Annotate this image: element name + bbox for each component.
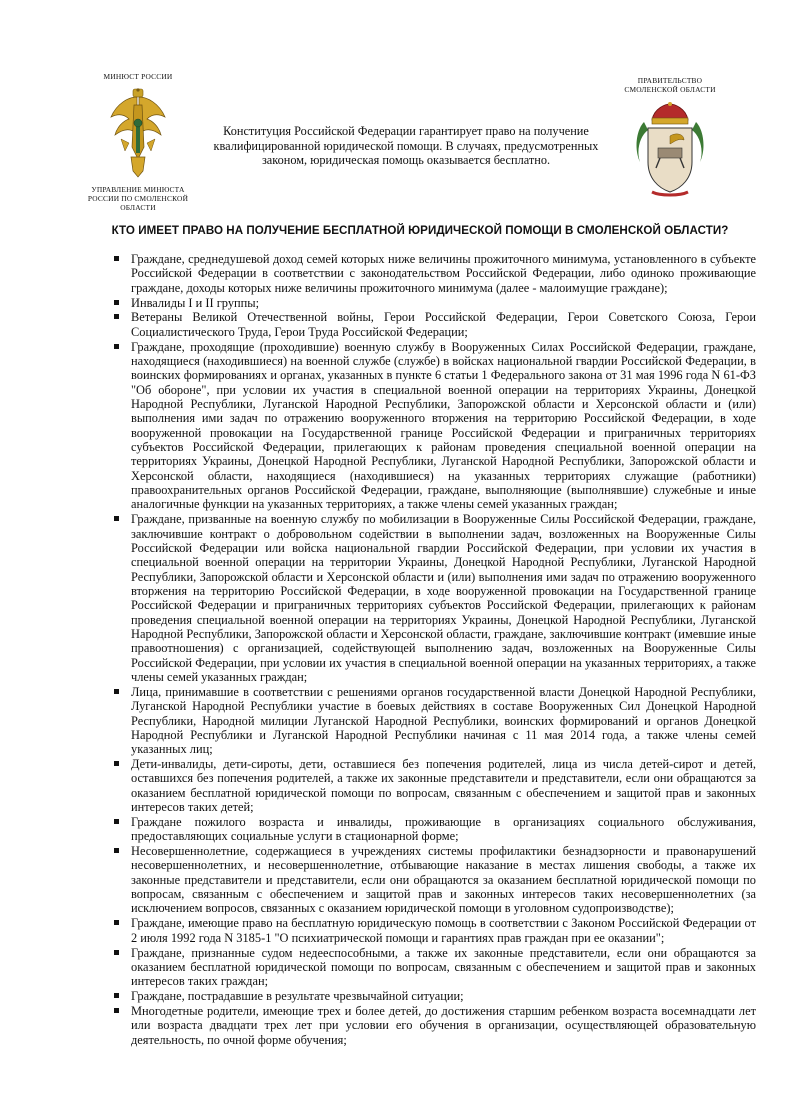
list-item-text: Граждане, проходящие (проходившие) военную службу в Вооруженных Силах Российской Федерации, граждане, находящиеся (находившиеся) на военной службе (службе) в войсках национальной гвардии Российской Федерации, в воинских формированиях и органах, указанных в пункте 6 статьи 1 Федерального закона от 31 мая 1996 года N 61-ФЗ "Об обороне", при условии их участия в специальной военной операции на территориях Украины, Донецкой Народной Республики, Луганской Народной Республики, Запорожской области и Херсонской области и (или) выполнения ими задач по отражению вооруженного вторжения на территорию Российской Федерации, в ходе вооруженной провокации на Государственной границе Российской Федерации и приграничных территориях субъектов Российской Федерации, прилегающих к районам проведения специальной военной операции на территориях Украины, Донецкой Народной Республики, Луганской Народной Республики, Запорожской области и Херсонской области, находящиеся (находившиеся) на указанных территориях служащие (работники) правоохранительных органов Российской Федерации, граждане, выполняющие (выполнявшие) служебные и иные аналогичные функции на указанных территориях, а также члены семей указанных граждан; [131,339,756,512]
bullet-icon [114,819,119,824]
bullet-icon [114,314,119,319]
list-item [110,844,756,916]
list-item-text: Многодетные родители, имеющие трех и более детей, до достижения старшим ребенком возраста восемнадцати лет или возраста двадцати трех лет при условии его обучения в организации, осуществляющей образовательную деятельность, по очной форме обучения; [131,1003,756,1047]
list-item-text: Граждане, призванные на военную службу по мобилизации в Вооруженные Силы Российской Федерации, граждане, заключившие контракт о добровольном содействии в выполнении задач, возложенных на Вооруженные Силы Российской Федерации или войска национальной гвардии Российской Федерации, при условии их участия в специальной военной операции на территории Украины, Донецкой Народной Республики, Луганской Народной Республики, Запорожской области и Херсонской области и (или) выполнения ими задач по отражению вооруженного вторжения на территорию Российской Федерации, в ходе вооруженной провокации на Государственной границе Российской Федерации и приграничных территориях субъектов Российской Федерации, прилегающих к районам проведения специальной военной операции на территориях Украины, Донецкой Народной Республики, Луганской Народной Республики, Запорожской области и Херсонской области, граждане, заключившие контракт (имевшие иные правоотношения) с организацией, содействующей выполнению задач, возложенных на Вооруженные Силы Российской Федерации, при условии их участия в специальной военной операции на указанных территориях, а также члены семей указанных граждан; [131,512,756,684]
department-caption: УПРАВЛЕНИЕ МИНЮСТА РОССИИ ПО СМОЛЕНСКОЙ ОБЛАСТИ [87,185,189,212]
ministry-caption: МИНЮСТ РОССИИ [103,72,173,81]
ministry-block [78,72,198,212]
list-item-text: Граждане пожилого возраста и инвалиды, проживающие в организациях социального обслуживания, предоставляющих социальные услуги в стационарной форме; [131,814,756,844]
bullet-icon [114,950,119,955]
bullet-icon [114,516,119,521]
list-item-text: Граждане, имеющие право на бесплатную юридическую помощь в соответствии с Законом Российской Федерации от 2 июля 1992 года N 3185-1 "О психиатрической помощи и гарантиях прав граждан при ее оказании"; [131,916,756,945]
list-item [110,252,756,295]
list-item [110,1004,756,1047]
list-item [110,512,756,684]
list-item-text: Инвалиды I и II группы; [131,295,260,310]
eligibility-list [110,252,756,1047]
bullet-icon [114,256,119,261]
list-item-text: Несовершеннолетние, содержащиеся в учреждениях системы профилактики безнадзорности и правонарушений несовершеннолетних, и несовершеннолетние, отбывающие наказание в местах лишения свободы, а также их законные представители и представители, если они обращаются за оказанием бесплатной юридической помощи по вопросам, связанным с обеспечением и защитой прав и законных интересов таких несовершеннолетних (за исключением вопросов, связанных с оказанием юридической помощи в уголовном судопроизводстве); [131,844,756,916]
list-item [110,685,756,757]
bullet-icon [114,993,119,998]
list-item [110,989,756,1003]
list-item-text: Граждане, пострадавшие в результате чрезвычайной ситуации; [131,989,464,1004]
government-caption: ПРАВИТЕЛЬСТВО СМОЛЕНСКОЙ ОБЛАСТИ [624,76,716,94]
list-item [110,310,756,339]
bullet-icon [114,920,119,925]
bullet-icon [114,344,119,349]
list-item [110,916,756,945]
bullet-icon [114,300,119,305]
document-header [0,0,800,220]
bullet-icon [114,1008,119,1013]
list-item [110,340,756,512]
list-item-text: Дети-инвалиды, дети-сироты, дети, оставшиеся без попечения родителей, лица из числа детей-сирот и детей, оставшихся без попечения родителей, а также их законные представители и представители, если они обращаются за оказанием бесплатной юридической помощи по вопросам, связанным с обеспечением и защитой прав и законных интересов таких детей; [131,757,756,815]
double-headed-eagle-emblem-icon [107,87,169,179]
list-item-text: Лица, принимавшие в соответствии с решениями органов государственной власти Донецкой Народной Республики, Луганской Народной Республики участие в боевых действиях в составе Вооруженных Сил Донецкой Народной Республики, Народной милиции Луганской Народной Республики, воинских формирований и органов Донецкой Народной Республики и Луганской Народной Республики начиная с 11 мая 2014 года, а также члены семей указанных лиц; [131,684,756,757]
list-item-text: Граждане, признанные судом недееспособными, а также их законные представители, если они обращаются за оказанием бесплатной юридической помощи по вопросам, связанным с обеспечением и защитой прав и законных интересов таких граждан; [131,945,756,989]
page-title: КТО ИМЕЕТ ПРАВО НА ПОЛУЧЕНИЕ БЕСПЛАТНОЙ ЮРИДИЧЕСКОЙ ПОМОЩИ В СМОЛЕНСКОЙ ОБЛАСТИ? [111,224,729,237]
intro-text: Конституция Российской Федерации гарантирует право на получение квалифицированной юридической помощи. В случаях, предусмотренных законом, юридическая помощь оказывается бесплатно. [213,124,599,168]
list-item [110,815,756,844]
list-item-text: Граждане, среднедушевой доход семей которых ниже величины прожиточного минимума, установленного в субъекте Российской Федерации в соответствии с законодательством Российской Федерации, либо одиноко проживающие граждане, доходы которых ниже величины прожиточного минимума (далее - малоимущие граждане); [131,252,756,295]
list-item [110,946,756,989]
list-item [110,757,756,814]
bullet-icon [114,761,119,766]
bullet-icon [114,848,119,853]
government-block [610,76,730,200]
list-item-text: Ветераны Великой Отечественной войны, Герои Российской Федерации, Герои Советского Союза, Герои Социалистического Труда, Герои Труда Российской Федерации; [131,310,756,339]
bullet-icon [114,689,119,694]
list-item [110,296,756,310]
smolensk-coat-of-arms-icon [630,100,710,200]
